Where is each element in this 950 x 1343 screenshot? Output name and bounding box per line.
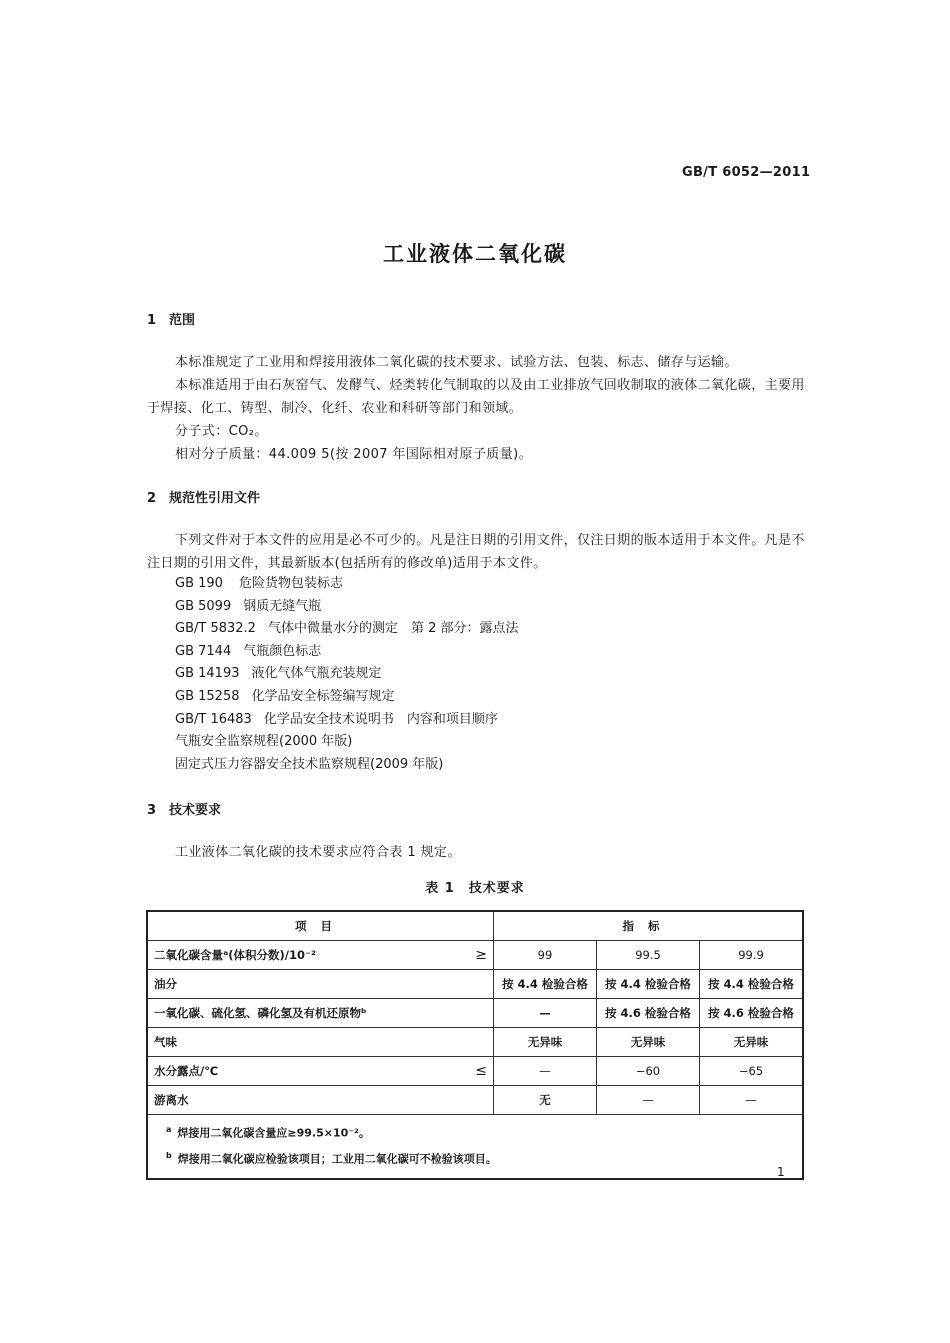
section-2-title: 规范性引用文件: [169, 491, 261, 506]
reference-item: GB 14193 液化气体气瓶充装规定: [175, 666, 382, 682]
row-value: 无异味: [700, 1028, 804, 1057]
row-value: 按 4.6 检验合格: [700, 999, 804, 1028]
section-1-title: 范围: [169, 313, 196, 328]
table-notes-row: [147, 1115, 803, 1180]
row-value: —: [494, 999, 597, 1028]
section-1-paragraph-1: 本标准规定了工业用和焊接用液体二氧化碳的技术要求、试验方法、包装、标志、储存与运输。: [175, 355, 738, 370]
row-value: 无异味: [597, 1028, 700, 1057]
section-1-heading: [147, 309, 195, 328]
row-value: −65: [700, 1057, 804, 1086]
molecular-formula: 分子式：CO₂。: [175, 424, 268, 439]
row-value: —: [597, 1086, 700, 1115]
reference-list: [175, 573, 518, 776]
section-3-heading: [147, 799, 221, 818]
table-row: [147, 1057, 803, 1086]
section-3-number: 3: [147, 803, 157, 818]
reference-item: GB 5099 钢质无缝气瓶: [175, 598, 322, 614]
section-2-number: 2: [147, 491, 157, 506]
row-value: —: [494, 1057, 597, 1086]
section-3-body: [147, 841, 805, 864]
row-item: 水分露点/℃: [154, 1064, 219, 1078]
molecular-mass: 相对分子质量：44.009 5(按 2007 年国际相对原子质量)。: [175, 447, 532, 462]
reference-item: GB/T 5832.2 气体中微量水分的测定 第 2 部分：露点法: [175, 621, 519, 637]
row-value: 按 4.4 检验合格: [494, 970, 597, 999]
reference-item: GB 15258 化学品安全标签编写规定: [175, 688, 395, 704]
section-1-number: 1: [147, 313, 157, 328]
row-value: 99.9: [700, 941, 804, 970]
row-item: 一氧化碳、硫化氢、磷化氢及有机还原物ᵇ: [154, 1006, 367, 1020]
technical-requirements-table: [146, 910, 804, 1180]
table-row: [147, 1086, 803, 1115]
row-value: —: [700, 1086, 804, 1115]
section-2-heading: [147, 487, 260, 506]
reference-item: GB/T 16483 化学品安全技术说明书 内容和项目顺序: [175, 711, 498, 727]
section-1-body: [147, 351, 805, 466]
reference-item: GB 7144 气瓶颜色标志: [175, 643, 322, 659]
row-item: 二氧化碳含量ᵃ(体积分数)/10⁻²: [154, 948, 317, 962]
row-item: 游离水: [154, 1093, 189, 1107]
row-relation: ≥: [475, 947, 487, 963]
row-value: 99: [494, 941, 597, 970]
reference-item: 气瓶安全监察规程(2000 年版): [175, 734, 353, 750]
row-value: −60: [597, 1057, 700, 1086]
table-row: [147, 999, 803, 1028]
row-value: 按 4.6 检验合格: [597, 999, 700, 1028]
header-item: 项目: [147, 911, 494, 941]
table-row: [147, 970, 803, 999]
header-value: 指标: [494, 911, 804, 941]
table-row: [147, 941, 803, 970]
table-header-row: [147, 911, 803, 941]
reference-item: GB 190 危险货物包装标志: [175, 576, 344, 591]
row-relation: ≤: [475, 1063, 487, 1079]
standard-code: GB/T 6052—2011: [682, 165, 811, 180]
row-value: 按 4.4 检验合格: [597, 970, 700, 999]
page-number: 1: [777, 1165, 785, 1179]
row-item: 气味: [154, 1035, 177, 1049]
section-3-title: 技术要求: [169, 803, 222, 818]
row-value: 无: [494, 1086, 597, 1115]
section-2-body: [147, 529, 805, 575]
table-row: [147, 1028, 803, 1057]
table-caption: 表 1 技术要求: [425, 881, 525, 896]
row-item: 油分: [154, 977, 177, 991]
section-1-paragraph-2: 本标准适用于由石灰窑气、发酵气、烃类转化气制取的以及由工业排放气回收制取的液体二氧化碳，主要用于焊接、化工、铸型、制冷、化纤、农业和科研等部门和领域。: [147, 378, 805, 416]
row-value: 按 4.4 检验合格: [700, 970, 804, 999]
section-2-paragraph-1: 下列文件对于本文件的应用是必不可少的。凡是注日期的引用文件，仅注日期的版本适用于本文件。凡是不注日期的引用文件，其最新版本(包括所有的修改单)适用于本文件。: [147, 533, 805, 571]
table-note-b: $^b$ 焊接用二氧化碳应检验该项目；工业用二氧化碳可不检验该项目。: [166, 1150, 497, 1166]
reference-item: 固定式压力容器安全技术监察规程(2009 年版): [175, 756, 444, 772]
row-value: 无异味: [494, 1028, 597, 1057]
document-title: 工业液体二氧化碳: [383, 242, 567, 266]
section-3-paragraph-1: 工业液体二氧化碳的技术要求应符合表 1 规定。: [175, 845, 461, 860]
row-value: 99.5: [597, 941, 700, 970]
table-note-a: $^a$ 焊接用二氧化碳含量应≥99.5×10⁻²。: [166, 1125, 370, 1140]
